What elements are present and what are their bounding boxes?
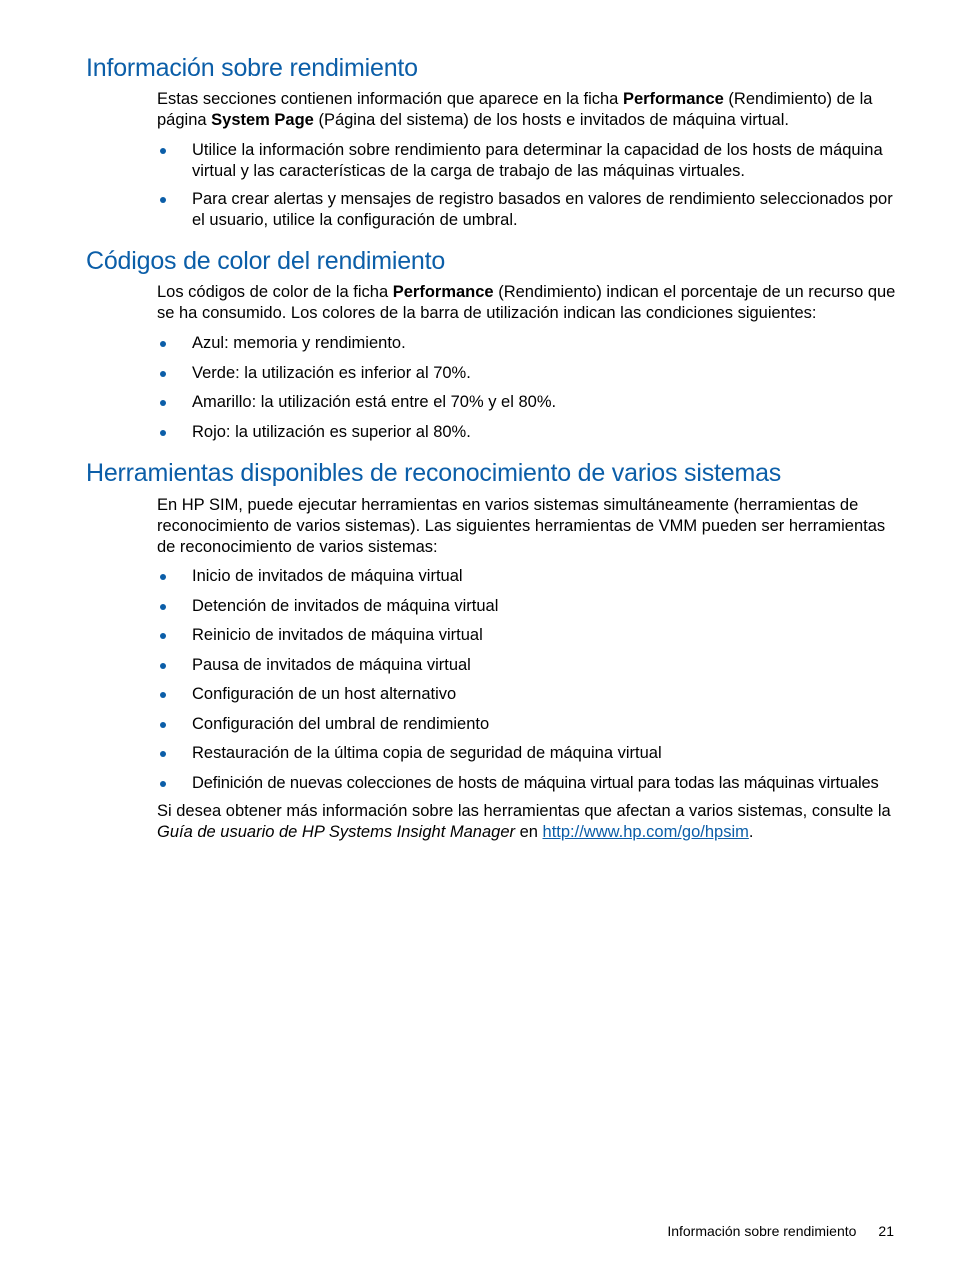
list-item-text: Restauración de la última copia de seguridad de máquina virtual (192, 744, 662, 762)
section2-intro-text-1: Los códigos de color de la ficha (157, 283, 393, 301)
section1-bullet-list (157, 140, 899, 231)
list-item (157, 773, 899, 794)
page-number: 21 (878, 1223, 894, 1239)
list-item (157, 684, 899, 705)
list-item-text: Inicio de invitados de máquina virtual (192, 567, 463, 585)
list-item (157, 363, 899, 384)
list-item (157, 189, 899, 231)
section1-intro-text-2: (Rendimiento) de la página (157, 90, 873, 129)
list-item-text: Amarillo: la utilización está entre el 70% y el 80%. (192, 393, 557, 411)
list-item-text: Configuración de un host alternativo (192, 685, 457, 703)
section1-intro-text-3: (Página del sistema) de los hosts e invitados de máquina virtual. (313, 111, 789, 129)
section3-outro-text-3: . (748, 823, 754, 841)
bullet-icon (160, 663, 166, 669)
section3-outro (157, 801, 899, 843)
bullet-icon (160, 574, 166, 580)
list-item (157, 140, 899, 182)
list-item-text: Azul: memoria y rendimiento. (192, 334, 406, 352)
section3-intro: En HP SIM, puede ejecutar herramientas en varios sistemas simultáneamente (herramientas de reconocimiento de varios sistemas). Las siguientes herramientas de VMM pueden ser herramientas de reconocimiento de varios sistemas: (157, 496, 886, 556)
section-heading-performance-info: Información sobre rendimiento (86, 54, 418, 82)
bullet-icon (160, 633, 166, 639)
list-item (157, 566, 899, 587)
list-item-text: Detención de invitados de máquina virtual (192, 596, 499, 615)
list-item (157, 392, 899, 413)
list-item (157, 333, 899, 354)
bullet-icon (160, 430, 166, 436)
list-item-text: Pausa de invitados de máquina virtual (192, 655, 471, 674)
section-heading-multi-system-tools: Herramientas disponibles de reconocimiento de varios sistemas (86, 459, 782, 487)
section2-intro-text-2: (Rendimiento) indican el porcentaje de un recurso que se ha consumido. Los colores de la barra de utilización indican las condiciones siguientes: (157, 283, 896, 322)
bullet-icon (160, 148, 166, 154)
bullet-icon (160, 604, 166, 610)
section1-intro-text-1: Estas secciones contienen información que aparece en la ficha (157, 90, 623, 108)
bullet-icon (160, 341, 166, 347)
page-footer (667, 1223, 894, 1239)
list-item-text: Reinicio de invitados de máquina virtual (192, 626, 483, 644)
system-page-name: System Page (211, 111, 314, 129)
bullet-icon (160, 197, 166, 203)
section1-intro (157, 89, 899, 131)
performance-tab-name: Performance (622, 90, 724, 108)
bullet-icon (160, 722, 166, 728)
guide-title: Guía de usuario de HP Systems Insight Manager (157, 823, 515, 841)
list-item (157, 714, 899, 735)
list-item-text: Definición de nuevas colecciones de hosts de máquina virtual para todas las máquinas virtuales (192, 773, 879, 792)
list-item-text: Utilice la información sobre rendimiento para determinar la capacidad de los hosts de máquina virtual y las características de la carga de trabajo de las máquinas virtuales. (192, 141, 883, 180)
list-item (157, 625, 899, 646)
section3-bullet-list (157, 566, 899, 794)
list-item-text: Para crear alertas y mensajes de registro basados en valores de rendimiento seleccionados por el usuario, utilice la configuración de umbral. (192, 190, 893, 229)
section3-outro-text-1: Si desea obtener más información sobre las herramientas que afectan a varios sistemas, consulte la (157, 802, 891, 820)
section2-intro (157, 282, 899, 324)
list-item-text: Verde: la utilización es inferior al 70%. (192, 363, 471, 382)
list-item (157, 422, 899, 443)
performance-tab-name: Performance (392, 283, 494, 301)
bullet-icon (160, 692, 166, 698)
hpsim-link[interactable]: http://www.hp.com/go/hpsim (542, 823, 749, 841)
bullet-icon (160, 751, 166, 757)
bullet-icon (160, 371, 166, 377)
list-item (157, 596, 899, 617)
section2-bullet-list (157, 333, 899, 443)
list-item (157, 655, 899, 676)
section-heading-color-codes: Códigos de color del rendimiento (86, 247, 446, 275)
bullet-icon (160, 400, 166, 406)
list-item-text: Rojo: la utilización es superior al 80%. (192, 422, 471, 441)
bullet-icon (160, 781, 166, 787)
list-item-text: Configuración del umbral de rendimiento (192, 714, 490, 733)
footer-section-label: Información sobre rendimiento (667, 1223, 857, 1239)
section3-outro-text-2: en (515, 823, 543, 841)
list-item (157, 743, 899, 764)
